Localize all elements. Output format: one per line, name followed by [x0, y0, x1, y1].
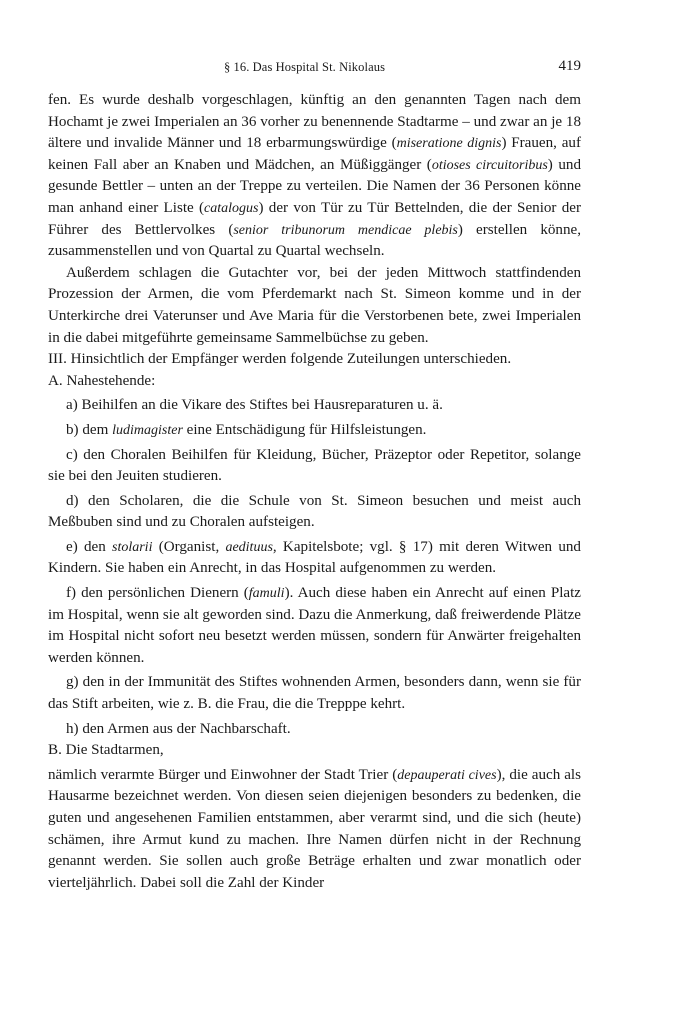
text-run: ) erstellen könne, zusammenstellen und von Quartal zu Quartal wechseln. — [48, 221, 582, 260]
list-item-h: h) den Armen aus der Nachbarschaft. — [66, 720, 291, 737]
list-item-a: a) Beihilfen an die Vikare des Stiftes bei Hausreparaturen u. ä. — [66, 397, 443, 414]
latin-term: stolarii — [112, 539, 153, 555]
latin-term: aedituus — [225, 539, 273, 555]
list-item-b — [48, 420, 581, 442]
list-item-c: c) den Choralen Beihilfen für Kleidung, Bücher, Präzeptor oder Repetitor, solange sie bei den Jeuiten studieren. — [48, 446, 581, 485]
text-run: ) der von Tür zu Tür Bettelnden, die der Senior der Führer des Bettlervolkes ( — [48, 199, 582, 238]
paragraph-6 — [48, 765, 581, 895]
running-header — [48, 58, 581, 78]
text-run: ) Frauen, auf keinen Fall aber an Knaben und Mädchen, an Müßiggänger ( — [48, 135, 581, 173]
subsection-heading-a: A. Nahestehende: — [48, 372, 156, 389]
list-item-d: d) den Scholaren, die die Schule von St. Simeon besuchen und meist auch Meßbuben sind und zu Choralen aufsteigen. — [48, 492, 581, 531]
paragraph-1 — [48, 90, 581, 263]
text-run: ) und gesunde Bettler – unten an der Treppe zu verteilen. Die Namen der 36 Personen könne man anhand einer Liste ( — [48, 156, 581, 216]
text-run: f) den persönlichen Dienern ( — [66, 585, 249, 602]
list-item-f — [48, 583, 581, 669]
running-title: § 16. Das Hospital St. Nikolaus — [223, 60, 386, 74]
text-run: nämlich verarmte Bürger und Einwohner der Stadt Trier ( — [48, 766, 398, 783]
subsection-heading-b: B. Die Stadtarmen, — [48, 742, 164, 759]
latin-term: otioses circuitoribus — [431, 157, 548, 173]
text-run: , Kapitelsbote; vgl. § 17) mit deren Witwen und Kindern. Sie haben ein Anrecht, in das Hospital aufgenommen zu werden. — [48, 538, 581, 577]
list-item-e — [48, 537, 581, 580]
book-page — [48, 58, 581, 894]
latin-term: depauperati cives — [397, 767, 497, 783]
text-run: ). Auch diese haben ein Anrecht auf einen Platz im Hospital, wenn sie alt geworden sind. Dazu die Anmerkung, daß freiwerdende Plätze im Hospital nicht sofort neu besetzt werden müssen, sondern für Anwärter freigehalten werden können. — [48, 585, 582, 666]
text-run: eine Entschädigung für Hilfsleistungen. — [182, 421, 427, 438]
paragraph-2: Außerdem schlagen die Gutachter vor, bei der jeden Mittwoch stattfindenden Prozession der Armen, die vom Pferdemarkt nach St. Simeon komme und in der Unterkirche drei Vaterunser und Ave Maria für die Verstorbenen bete, zwei Imperialen in die dabei mitgeführte gemeinsame Sammelbüchse zu geben. — [48, 264, 581, 346]
body-text — [48, 90, 581, 894]
text-run: fen. Es wurde deshalb vorgeschlagen, künftig an den genannten Tagen nach dem Hochamt je zwei Imperialen an 36 vorher zu benennende Stadtarme – und zwar an je 18 ältere und invalide Männer und 18 erbarmungswürdige ( — [48, 92, 581, 152]
latin-term: famuli — [248, 586, 285, 602]
text-run: ), die auch als Hausarme bezeichnet werden. Von diesen seien diejenigen besonders zu bedenken, die guten und angesehenen Familien entstammen, aber verarmt sind, und die sich (heute) schämen, ihre Armut kund zu machen. Ihre Namen dürfen nicht in der Rechnung genannt werden. Sie sollen auch große Beträge erhalten und zwar monatlich oder vierteljährlich. Dabei soll die Zahl der Kinder — [48, 766, 581, 891]
text-run: e) den — [66, 538, 112, 555]
latin-term: senior tribunorum mendicae plebis — [233, 222, 458, 238]
list-item-g: g) den in der Immunität des Stiftes wohnenden Armen, besonders dann, wenn sie für das Stift arbeiten, wie z. B. die Frau, die die Trepppe kehrt. — [48, 674, 581, 713]
text-run: b) dem — [66, 421, 113, 438]
latin-term: catalogus — [204, 200, 259, 216]
latin-term: ludimagister — [112, 422, 183, 438]
text-run: (Organist, — [152, 538, 226, 555]
page-number: 419 — [558, 58, 581, 74]
section-heading-iii: III. Hinsichtlich der Empfänger werden folgende Zuteilungen unterschieden. — [48, 351, 512, 368]
latin-term: miseratione dignis — [396, 136, 502, 152]
